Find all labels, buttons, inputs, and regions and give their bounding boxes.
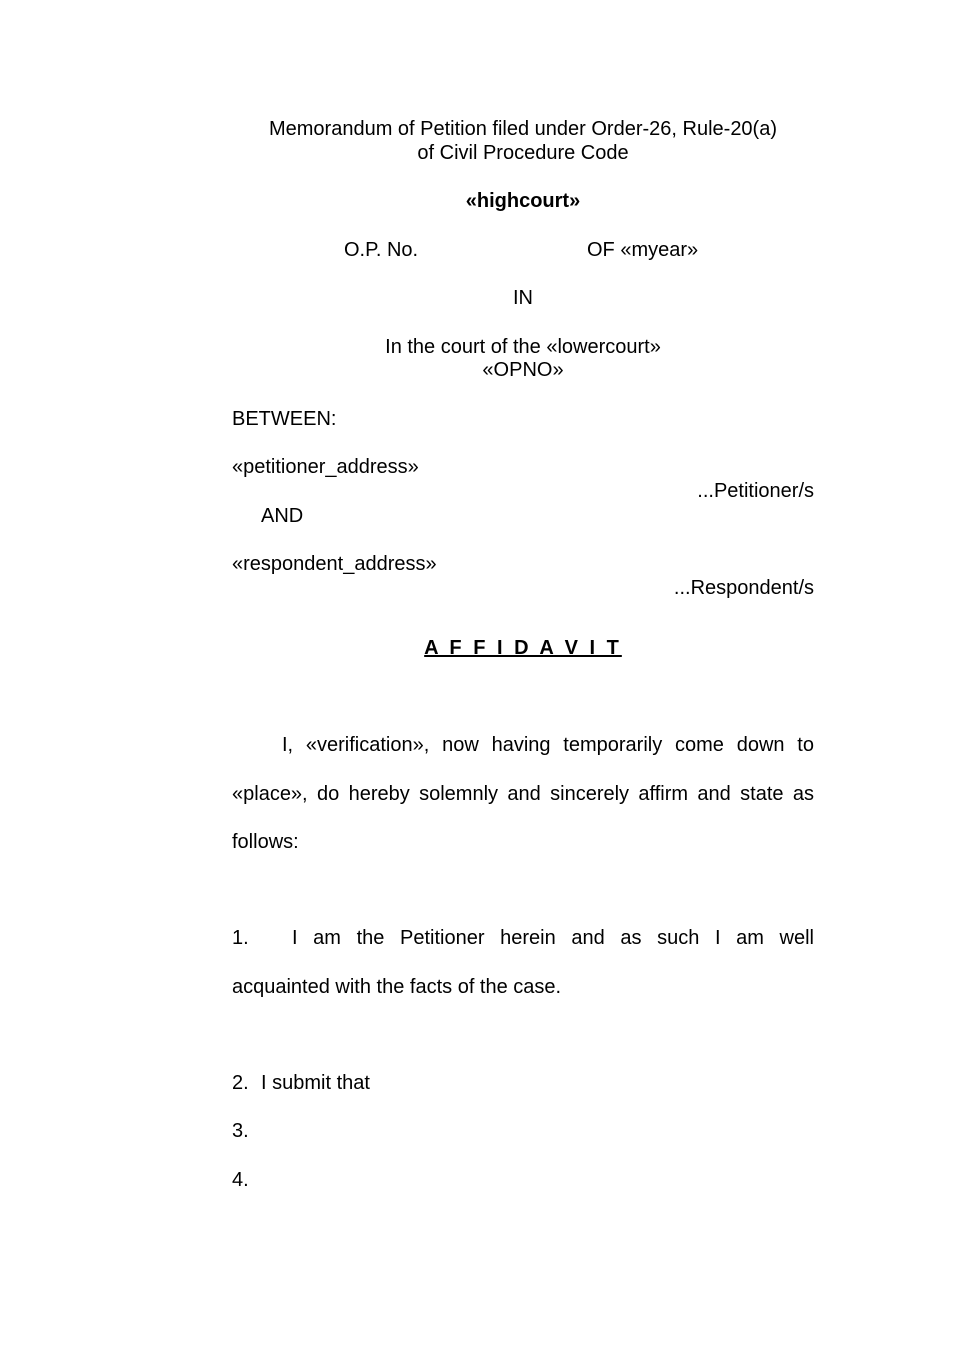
and-label: AND xyxy=(261,505,304,527)
intro-line-2: «place», do hereby solemnly and sincerely affirm and state as xyxy=(232,783,814,805)
item-4-number: 4. xyxy=(232,1169,249,1191)
petitioner-label: ...Petitioner/s xyxy=(697,480,814,502)
item-1-number: 1. xyxy=(232,927,249,949)
title-line-2: of Civil Procedure Code xyxy=(417,142,629,164)
title-line-1: Memorandum of Petition filed under Order-26, Rule-20(a) xyxy=(268,118,778,140)
between-label: BETWEEN: xyxy=(232,408,337,430)
respondent-label: ...Respondent/s xyxy=(673,577,814,599)
in-label: IN xyxy=(513,287,533,309)
intro-line-3: follows: xyxy=(232,831,299,853)
item-2-number: 2. xyxy=(232,1072,249,1094)
item-1-line-1: I am the Petitioner herein and as such I am well xyxy=(292,927,814,949)
affidavit-document xyxy=(232,0,814,1357)
item-1-line-2: acquainted with the facts of the case. xyxy=(232,976,562,998)
op-number-label: O.P. No. xyxy=(344,239,419,261)
item-2-text: I submit that xyxy=(261,1072,370,1094)
petitioner-address: «petitioner_address» xyxy=(232,456,419,478)
lower-court-line-1: In the court of the «lowercourt» xyxy=(385,336,661,358)
intro-line-1: I, «verification», now having temporarily come down to xyxy=(282,734,814,756)
item-3-number: 3. xyxy=(232,1120,249,1142)
lower-court-line-2: «OPNO» xyxy=(482,359,564,381)
op-year: OF «myear» xyxy=(587,239,699,261)
respondent-address: «respondent_address» xyxy=(232,553,437,575)
affidavit-heading: A F F I D A V I T xyxy=(424,637,622,659)
high-court-name: «highcourt» xyxy=(465,190,581,212)
